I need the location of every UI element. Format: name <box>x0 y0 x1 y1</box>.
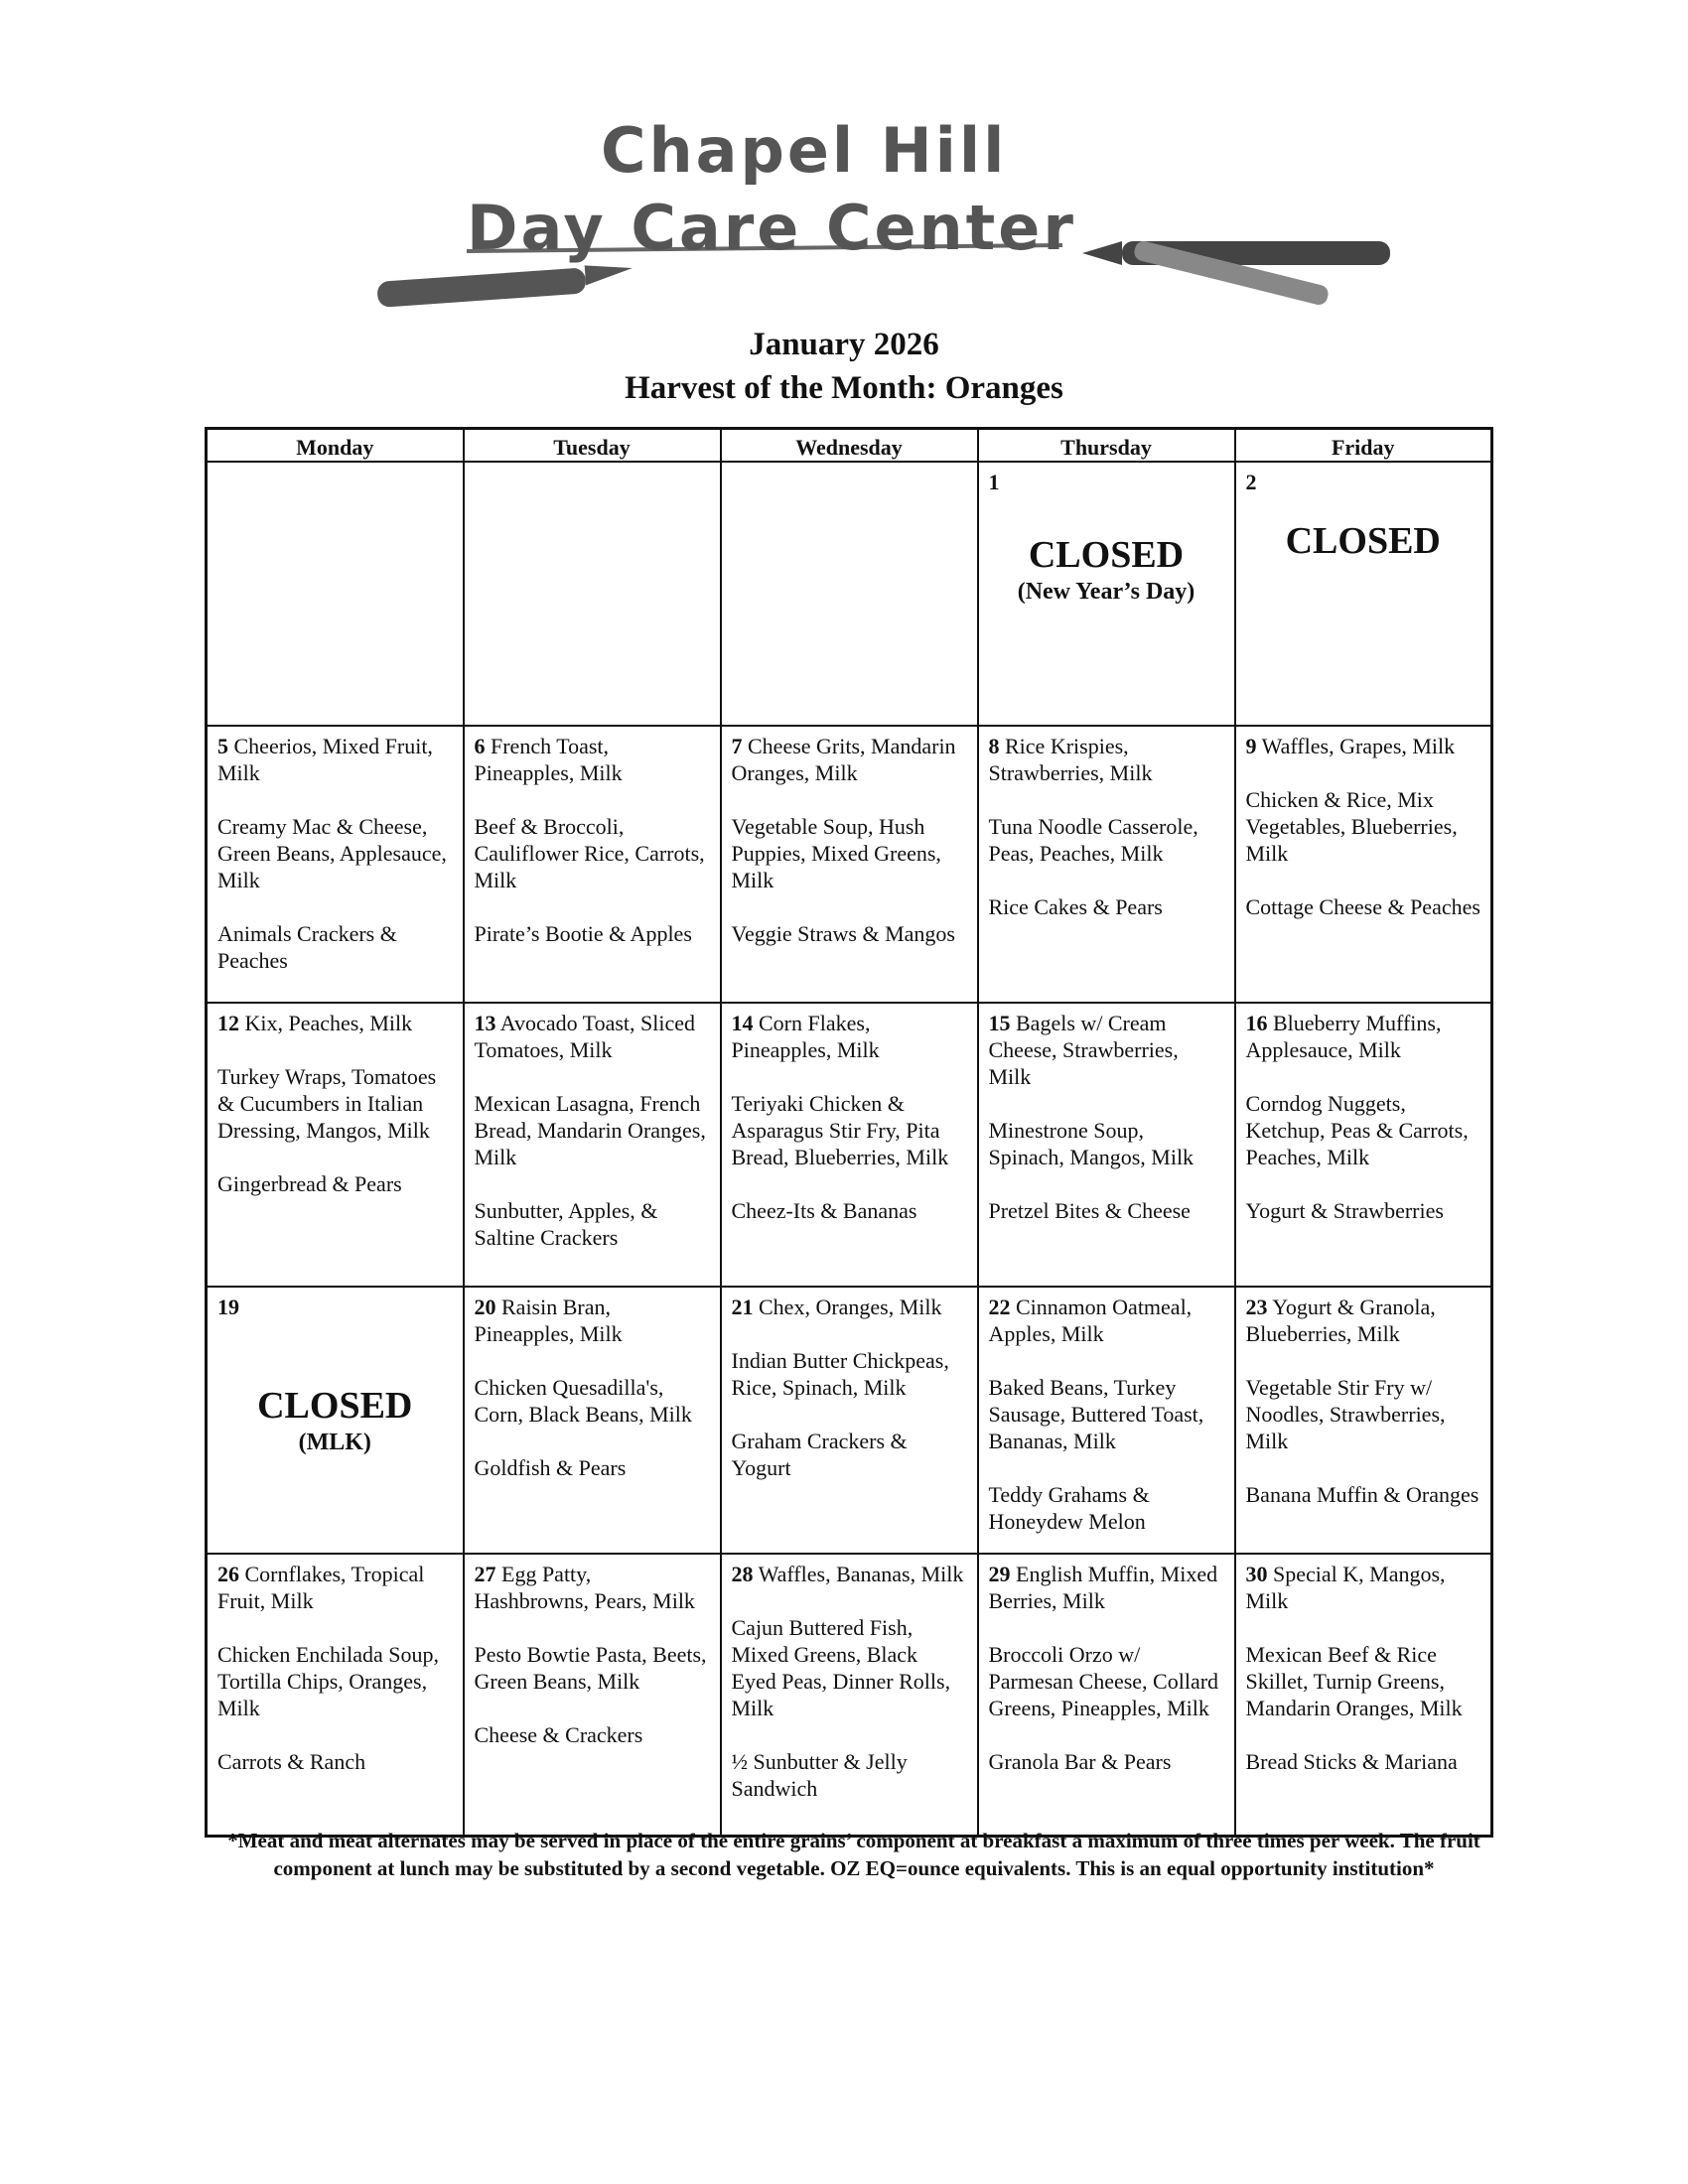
closed-label: CLOSED <box>1285 520 1441 562</box>
snack-text: Veggie Straws & Mangos <box>731 921 955 946</box>
breakfast <box>989 1010 1224 1090</box>
breakfast <box>1246 1010 1481 1063</box>
harvest-title: Harvest of the Month: Oranges <box>625 370 1063 406</box>
breakfast-text: Cheerios, Mixed Fruit, Milk <box>217 734 433 785</box>
empty-day-cell <box>207 462 464 726</box>
day-header-row <box>207 429 1492 463</box>
breakfast-text: French Toast, Pineapples, Milk <box>474 734 623 785</box>
snack-text: Goldfish & Pears <box>474 1455 627 1480</box>
breakfast-text: Cheese Grits, Mandarin Oranges, Milk <box>731 734 956 785</box>
snack-text: Sunbutter, Apples, & Saltine Crackers <box>474 1198 658 1250</box>
breakfast <box>1246 1561 1481 1614</box>
lunch-text: Pesto Bowtie Pasta, Beets, Green Beans, Milk <box>474 1642 707 1694</box>
breakfast-text: English Muffin, Mixed Berries, Milk <box>988 1562 1218 1613</box>
day-cell <box>464 726 721 1003</box>
breakfast-text: Special K, Mangos, Milk <box>1245 1562 1446 1613</box>
breakfast-text: Waffles, Grapes, Milk <box>1261 734 1456 758</box>
breakfast-text: Raisin Bran, Pineapples, Milk <box>474 1295 623 1346</box>
header-thursday: Thursday <box>978 429 1235 463</box>
day-number: 20 <box>474 1295 496 1319</box>
day-number: 16 <box>1245 1011 1268 1035</box>
lunch-text: Corndog Nuggets, Ketchup, Peas & Carrots, Peaches, Milk <box>1245 1091 1469 1169</box>
lunch-text: Vegetable Stir Fry w/ Noodles, Strawberries, Milk <box>1245 1375 1446 1453</box>
empty-day-cell <box>721 462 978 726</box>
breakfast-text: Chex, Oranges, Milk <box>759 1295 942 1319</box>
day-cell <box>207 1554 464 1837</box>
breakfast <box>475 733 710 786</box>
lunch-text: Tuna Noodle Casserole, Peas, Peaches, Milk <box>988 814 1198 866</box>
logo-line1: Chapel Hill <box>601 114 1008 187</box>
day-cell <box>1235 1287 1492 1554</box>
breakfast-text: Egg Patty, Hashbrowns, Pears, Milk <box>474 1562 695 1613</box>
breakfast <box>217 1010 453 1036</box>
breakfast <box>217 1561 453 1614</box>
logo <box>367 114 1420 323</box>
day-cell <box>1235 1554 1492 1837</box>
lunch-text: Cajun Buttered Fish, Mixed Greens, Black Eyed Peas, Dinner Rolls, Milk <box>731 1615 951 1720</box>
snack-text: Graham Crackers & Yogurt <box>731 1429 908 1480</box>
day-cell <box>978 1003 1235 1287</box>
day-cell <box>721 1003 978 1287</box>
breakfast <box>989 733 1224 786</box>
day-number: 15 <box>988 1011 1011 1035</box>
week-row <box>207 1554 1492 1837</box>
day-cell <box>721 726 978 1003</box>
day-number: 8 <box>988 734 1000 758</box>
lunch-text: Chicken Enchilada Soup, Tortilla Chips, Oranges, Milk <box>217 1642 440 1720</box>
breakfast-text: Corn Flakes, Pineapples, Milk <box>731 1011 880 1062</box>
lunch-text: Mexican Beef & Rice Skillet, Turnip Greens, Mandarin Oranges, Milk <box>1245 1642 1463 1720</box>
day-number: 6 <box>474 734 486 758</box>
lunch-text: Indian Butter Chickpeas, Rice, Spinach, Milk <box>731 1348 949 1400</box>
lunch-text: Chicken & Rice, Mix Vegetables, Blueberries, Milk <box>1245 787 1458 866</box>
snack-text: Cheez-Its & Bananas <box>731 1198 917 1223</box>
breakfast-text: Bagels w/ Cream Cheese, Strawberries, Milk <box>988 1011 1179 1089</box>
breakfast <box>732 733 967 786</box>
day-cell <box>207 1287 464 1554</box>
snack-text: Pirate’s Bootie & Apples <box>474 921 692 946</box>
day-cell <box>978 726 1235 1003</box>
breakfast <box>989 1561 1224 1614</box>
snack-text: Animals Crackers & Peaches <box>217 921 397 973</box>
day-number: 13 <box>474 1011 496 1035</box>
breakfast <box>732 1561 967 1587</box>
snack-text: Carrots & Ranch <box>217 1749 366 1774</box>
day-cell <box>721 1287 978 1554</box>
day-number: 7 <box>731 734 743 758</box>
day-cell <box>978 1554 1235 1837</box>
closed-label: CLOSED <box>257 1385 413 1427</box>
lunch-text: Baked Beans, Turkey Sausage, Buttered Toast, Bananas, Milk <box>988 1375 1204 1453</box>
lunch-text: Vegetable Soup, Hush Puppies, Mixed Greens, Milk <box>731 814 941 892</box>
day-number: 2 <box>1245 470 1257 494</box>
breakfast <box>989 1294 1224 1347</box>
day-cell <box>464 1287 721 1554</box>
header-friday: Friday <box>1235 429 1492 463</box>
day-cell <box>207 726 464 1003</box>
day-number: 23 <box>1245 1295 1268 1319</box>
breakfast <box>475 1010 710 1063</box>
breakfast <box>732 1010 967 1063</box>
day-cell <box>207 1003 464 1287</box>
day-cell <box>721 1554 978 1837</box>
empty-day-cell <box>464 462 721 726</box>
snack-text: Teddy Grahams & Honeydew Melon <box>988 1482 1150 1534</box>
lunch-text: Teriyaki Chicken & Asparagus Stir Fry, Pita Bread, Blueberries, Milk <box>731 1091 949 1169</box>
breakfast <box>1246 1294 1481 1347</box>
lunch-text: Turkey Wraps, Tomatoes & Cucumbers in Italian Dressing, Mangos, Milk <box>217 1064 437 1143</box>
logo-line2: Day Care Center <box>467 192 1076 264</box>
day-cell <box>1235 462 1492 726</box>
breakfast-text: Yogurt & Granola, Blueberries, Milk <box>1245 1295 1436 1346</box>
lunch-text: Minestrone Soup, Spinach, Mangos, Milk <box>988 1118 1195 1169</box>
holiday-note: (New Year’s Day) <box>1017 579 1196 605</box>
snack-text: Cottage Cheese & Peaches <box>1245 894 1480 919</box>
day-number: 30 <box>1245 1562 1268 1586</box>
day-number: 14 <box>731 1011 754 1035</box>
snack-text: Banana Muffin & Oranges <box>1245 1482 1479 1507</box>
day-number: 1 <box>988 470 1000 494</box>
breakfast-text: Cornflakes, Tropical Fruit, Milk <box>217 1562 425 1613</box>
day-number: 26 <box>217 1562 239 1586</box>
menu-calendar <box>205 427 1493 1838</box>
day-number: 29 <box>988 1562 1011 1586</box>
day-cell <box>1235 726 1492 1003</box>
snack-text: Rice Cakes & Pears <box>988 894 1163 919</box>
header-tuesday: Tuesday <box>464 429 721 463</box>
lunch-text: Creamy Mac & Cheese, Green Beans, Applesauce, Milk <box>217 814 447 892</box>
day-number: 21 <box>731 1295 754 1319</box>
day-cell <box>978 462 1235 726</box>
breakfast <box>217 733 453 786</box>
snack-text: Gingerbread & Pears <box>217 1171 402 1196</box>
snack-text: Pretzel Bites & Cheese <box>988 1198 1191 1223</box>
breakfast-text: Cinnamon Oatmeal, Apples, Milk <box>988 1295 1193 1346</box>
snack-text: Yogurt & Strawberries <box>1245 1198 1444 1223</box>
header-wednesday: Wednesday <box>721 429 978 463</box>
day-cell <box>464 1003 721 1287</box>
breakfast-text: Avocado Toast, Sliced Tomatoes, Milk <box>474 1011 696 1062</box>
breakfast <box>475 1294 710 1347</box>
day-number: 27 <box>474 1562 496 1586</box>
day-number: 19 <box>217 1295 239 1319</box>
breakfast-text: Rice Krispies, Strawberries, Milk <box>988 734 1153 785</box>
week-row <box>207 1003 1492 1287</box>
closed-label: CLOSED <box>1028 534 1185 576</box>
breakfast-text: Blueberry Muffins, Applesauce, Milk <box>1245 1011 1442 1062</box>
day-number: 28 <box>731 1562 754 1586</box>
snack-text: Cheese & Crackers <box>474 1722 643 1747</box>
snack-text: Granola Bar & Pears <box>988 1749 1172 1774</box>
snack-text: Bread Sticks & Mariana <box>1245 1749 1458 1774</box>
day-number: 12 <box>217 1011 239 1035</box>
day-number: 9 <box>1245 734 1257 758</box>
week-row <box>207 1287 1492 1554</box>
lunch-text: Mexican Lasagna, French Bread, Mandarin Oranges, Milk <box>474 1091 706 1169</box>
week-row <box>207 462 1492 726</box>
lunch-text: Beef & Broccoli, Cauliflower Rice, Carrots, Milk <box>474 814 705 892</box>
breakfast <box>475 1561 710 1614</box>
lunch-text: Broccoli Orzo w/ Parmesan Cheese, Collard Greens, Pineapples, Milk <box>988 1642 1219 1720</box>
footnote: *Meat and meat alternates may be served in place of the entire grains’ component at breakfast a maximum of three times per week. The fruit component at lunch may be substituted by a second vegetable. OZ EQ=ounce equivalents. This is an equal opportunity institution* <box>227 1829 1480 1880</box>
day-number: 22 <box>988 1295 1011 1319</box>
header-monday: Monday <box>207 429 464 463</box>
holiday-note: (MLK) <box>298 1430 371 1455</box>
breakfast-text: Waffles, Bananas, Milk <box>758 1562 964 1586</box>
day-cell <box>978 1287 1235 1554</box>
breakfast-text: Kix, Peaches, Milk <box>244 1011 413 1035</box>
breakfast <box>1246 733 1481 759</box>
day-cell <box>464 1554 721 1837</box>
snack-text: ½ Sunbutter & Jelly Sandwich <box>731 1749 908 1801</box>
day-cell <box>1235 1003 1492 1287</box>
breakfast <box>732 1294 967 1320</box>
week-row <box>207 726 1492 1003</box>
day-number: 5 <box>217 734 228 758</box>
month-title: January 2026 <box>749 327 939 362</box>
lunch-text: Chicken Quesadilla's, Corn, Black Beans, Milk <box>474 1375 692 1427</box>
